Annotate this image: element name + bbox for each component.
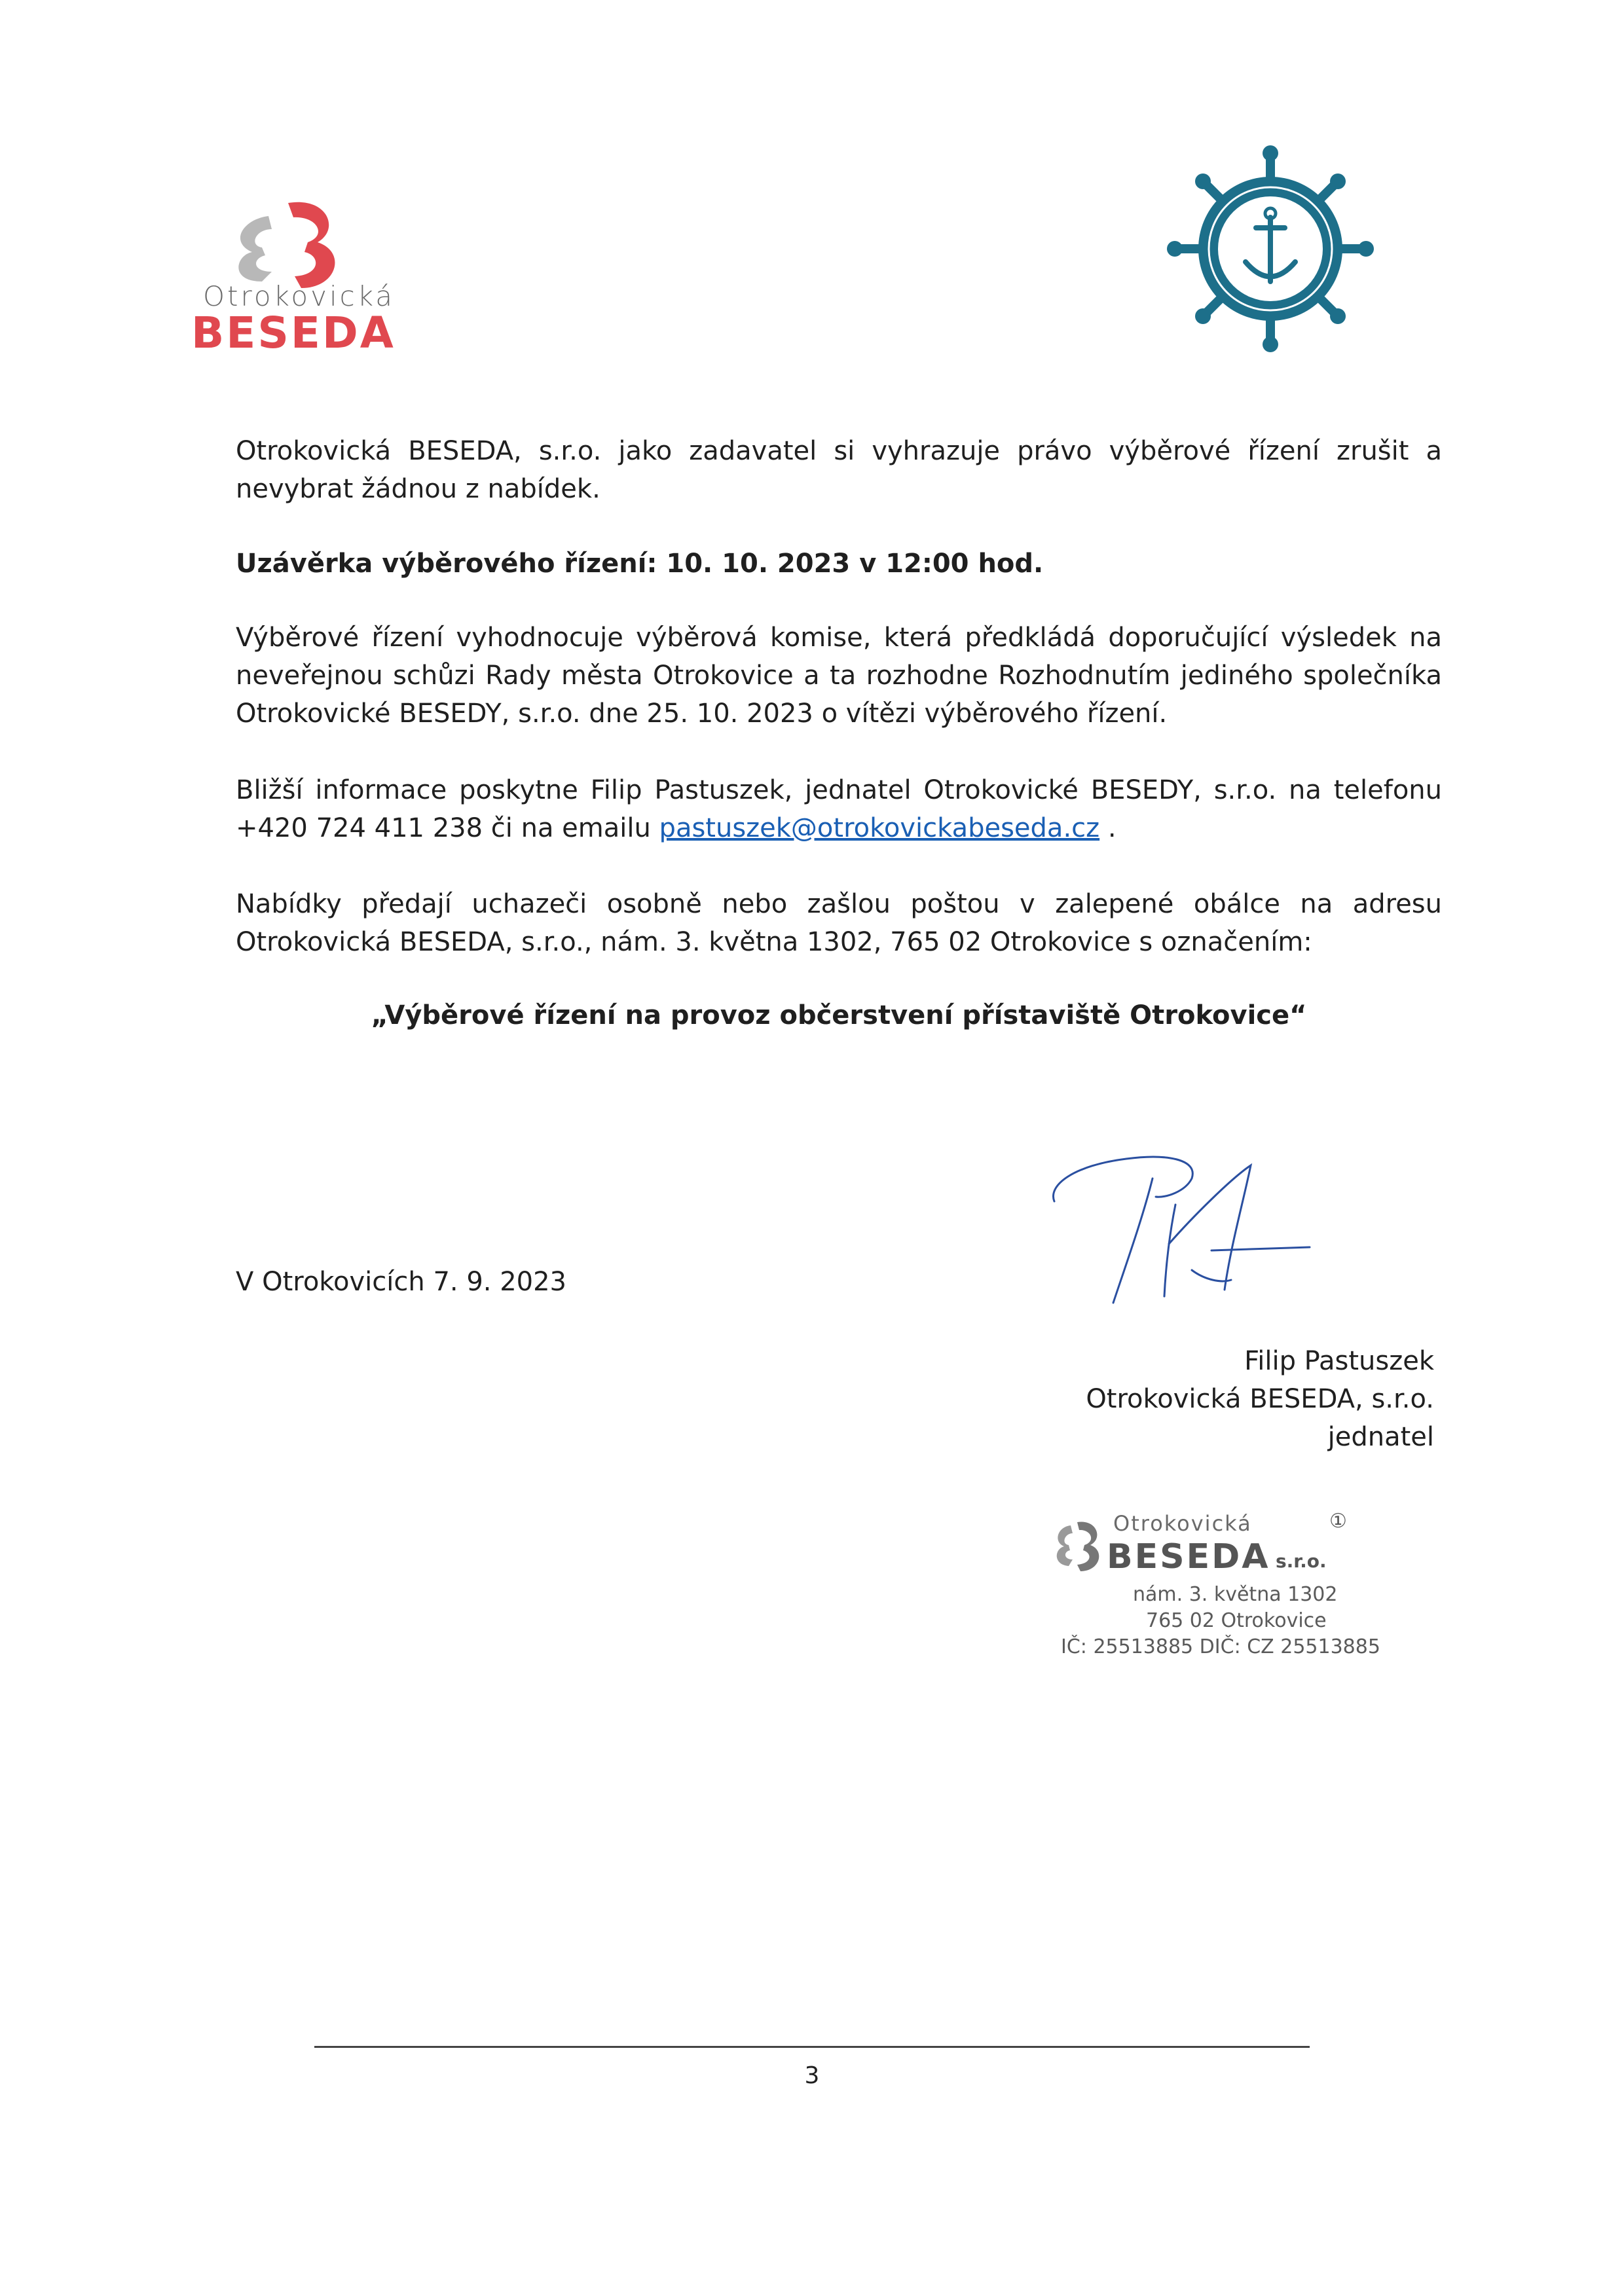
stamp-name: Otrokovická <box>1113 1511 1252 1536</box>
signatory-role: jednatel <box>1327 1422 1434 1452</box>
email-link[interactable]: pastuszek@otrokovickabeseda.cz <box>659 813 1100 843</box>
paragraph-deadline: Uzávěrka výběrového řízení: 10. 10. 2023 v 12:00 hod. <box>236 549 1044 579</box>
signatory-company: Otrokovická BESEDA, s.r.o. <box>1086 1384 1434 1414</box>
paragraph-evaluation: Výběrové řízení vyhodnocuje výběrová komise, která předkládá doporučující výsledek na neveřejnou schůzi Rady města Otrokovice a ta rozhodne Rozhodnutím jediného společníka Otrokovické BESEDY, s.r.o. dne 25. 10. 2023 o vítězi výběrového řízení. <box>236 623 1442 729</box>
signatory-name: Filip Pastuszek <box>1244 1346 1434 1376</box>
contact-text: Bližší informace poskytne Filip Pastuszek, jednatel Otrokovické BESEDY, s.r.o. na telefonu +420 724 411 238 či na emailu <box>236 775 1442 843</box>
logo-text-otrokovicka: Otrokovická <box>203 280 396 312</box>
paragraph-right-to-cancel: Otrokovická BESEDA, s.r.o. jako zadavatel si vyhrazuje právo výběrové řízení zrušit a nevybrat žádnou z nabídek. <box>236 436 1442 504</box>
paragraph-contact-info <box>236 771 1442 847</box>
ship-wheel-anchor-logo <box>1166 144 1375 354</box>
stamp-circle-mark: ① <box>1329 1510 1347 1533</box>
stamp-sro: s.r.o. <box>1276 1550 1327 1572</box>
logo-text-beseda: BESEDA <box>191 308 396 358</box>
stamp-ids: IČ: 25513885 DIČ: CZ 25513885 <box>1061 1635 1380 1658</box>
contact-text-end: . <box>1099 813 1116 843</box>
stamp-beseda: BESEDA <box>1107 1537 1270 1576</box>
signatory-block <box>1086 1342 1434 1456</box>
company-stamp <box>1022 1506 1388 1669</box>
paragraph-submission: Nabídky předají uchazeči osobně nebo zašlou poštou v zalepené obálce na adresu Otrokovická BESEDA, s.r.o., nám. 3. května 1302, 765 02 Otrokovice s označením: <box>236 889 1442 957</box>
stamp-logo-icon <box>1035 1512 1107 1584</box>
stamp-address-city: 765 02 Otrokovice <box>1146 1609 1327 1632</box>
envelope-label: „Výběrové řízení na provoz občerstvení přístaviště Otrokovice“ <box>371 1000 1307 1030</box>
handwritten-signature <box>1035 1139 1336 1322</box>
footer-divider <box>314 2046 1310 2048</box>
page-number: 3 <box>804 2062 820 2089</box>
stamp-address-street: nám. 3. května 1302 <box>1133 1583 1338 1606</box>
place-date: V Otrokovicích 7. 9. 2023 <box>236 1267 566 1297</box>
